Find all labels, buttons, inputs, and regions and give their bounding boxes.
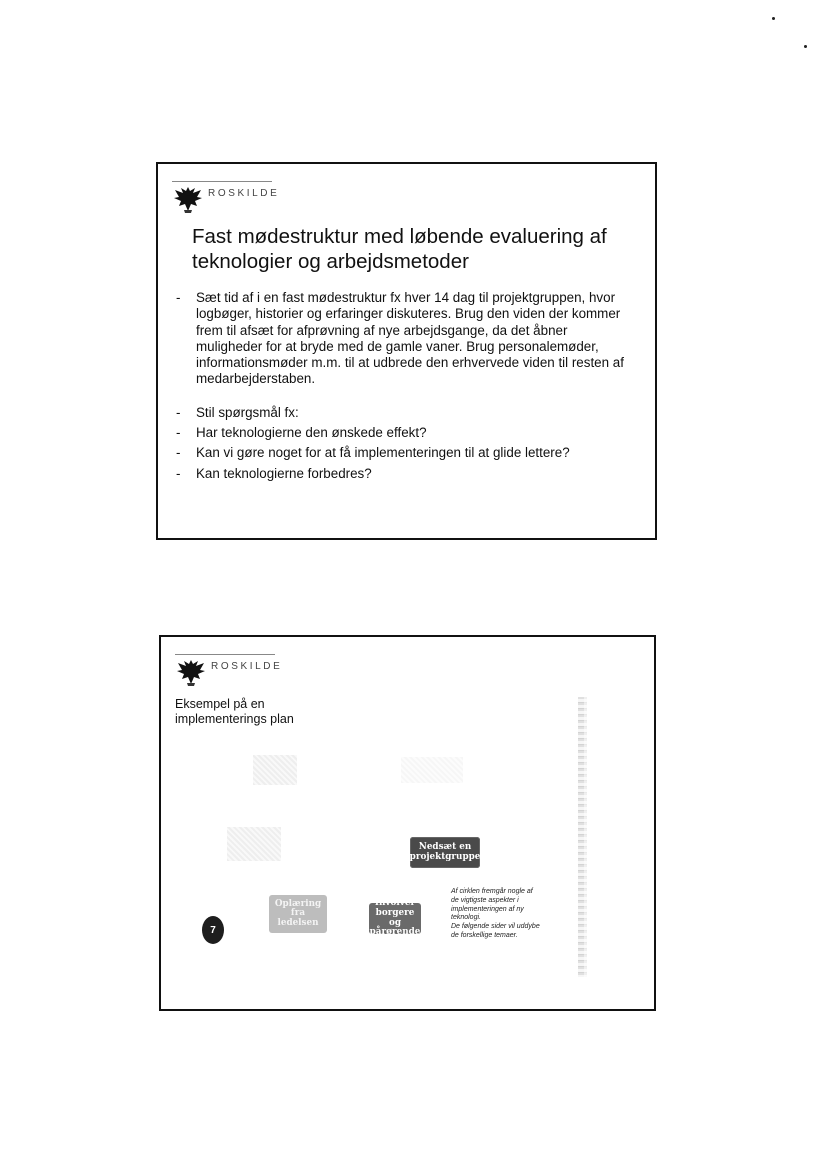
bullet-line: medarbejderstaben. (196, 371, 316, 387)
note-line: Af cirklen fremgår nogle af (451, 888, 533, 895)
slide-title-line: Eksempel på en (175, 697, 265, 711)
bullet-line: muligheder for at bryde med de gamle vaner. Brug personalemøder, (196, 338, 599, 354)
note-line: teknologi. (451, 914, 481, 922)
diagram-node-number (202, 916, 224, 944)
bullet-item (174, 466, 648, 482)
node-line: Oplæring (274, 898, 322, 909)
note-line: De følgende sider vil uddybe (451, 923, 540, 931)
slide-title-line: Fast mødestruktur med løbende evaluering af (192, 225, 607, 248)
bullet-line: informationsmøder m.m. til at udbrede den erhvervede viden til resten af (196, 355, 624, 371)
bullet-item (174, 445, 648, 461)
node-line: borgere og (375, 907, 415, 928)
diagram-note (451, 888, 567, 941)
bullet-item (174, 290, 648, 388)
diagram-node-involver (369, 898, 421, 938)
roskilde-logo (175, 652, 285, 692)
slide-2 (159, 635, 656, 1011)
scan-artifact-strip (584, 697, 587, 977)
roskilde-logo (172, 179, 282, 219)
faded-diagram-node (253, 755, 297, 785)
bullet-item (174, 425, 648, 441)
scan-speck (804, 45, 807, 48)
node-line: pårørende (369, 927, 421, 938)
node-line: ledelsen (277, 917, 319, 928)
scan-speck (772, 17, 775, 20)
note-line: de vigtigste aspekter i (451, 896, 519, 904)
bullet-line: - Har teknologierne den ønskede effekt? (196, 425, 427, 441)
logo-rule (172, 181, 272, 182)
bullet-line: - Stil spørgsmål fx: (196, 404, 299, 420)
note-line: de forskellige temaer. (451, 931, 518, 939)
node-line: projektgruppe (409, 851, 481, 862)
bullet-line: - Sæt tid af i en fast mødestruktur fx hver 14 dag til projektgruppen, hvor (196, 290, 616, 305)
faded-diagram-node (401, 757, 463, 783)
node-line: Involver (374, 898, 416, 909)
slide-title-line: implementerings plan (175, 712, 294, 726)
slide-title (175, 697, 375, 727)
node-line: fra (290, 908, 306, 919)
node-line: Nedsæt en (418, 841, 472, 852)
diagram-node-projektgruppe (410, 837, 480, 868)
bullet-item (174, 405, 648, 421)
bullet-line: - Kan teknologierne forbedres? (196, 465, 372, 481)
bullet-line: logbøger, historier og erfaringer diskuteres. Brug den viden der kommer (196, 306, 621, 322)
faded-diagram-node (227, 827, 281, 861)
note-line: implementeringen af ny (451, 905, 524, 913)
brand-text: ROSKILDE (211, 661, 283, 672)
slide-title (192, 224, 632, 274)
bullet-line: frem til afsæt for afprøvning af nye arbejdsgange, da det åbner (196, 322, 568, 338)
eagle-crest-icon (176, 657, 206, 687)
bullet-line: - Kan vi gøre noget for at få implementeringen til at glide lettere? (196, 445, 570, 461)
diagram-node-oplaering (269, 895, 327, 933)
slide-title-line: teknologier og arbejdsmetoder (192, 250, 469, 273)
eagle-crest-icon (173, 184, 203, 214)
brand-text: ROSKILDE (208, 188, 280, 199)
bullet-list (174, 290, 648, 482)
node-number-label: 7 (210, 924, 216, 936)
slide-1 (156, 162, 657, 540)
logo-rule (175, 654, 275, 655)
